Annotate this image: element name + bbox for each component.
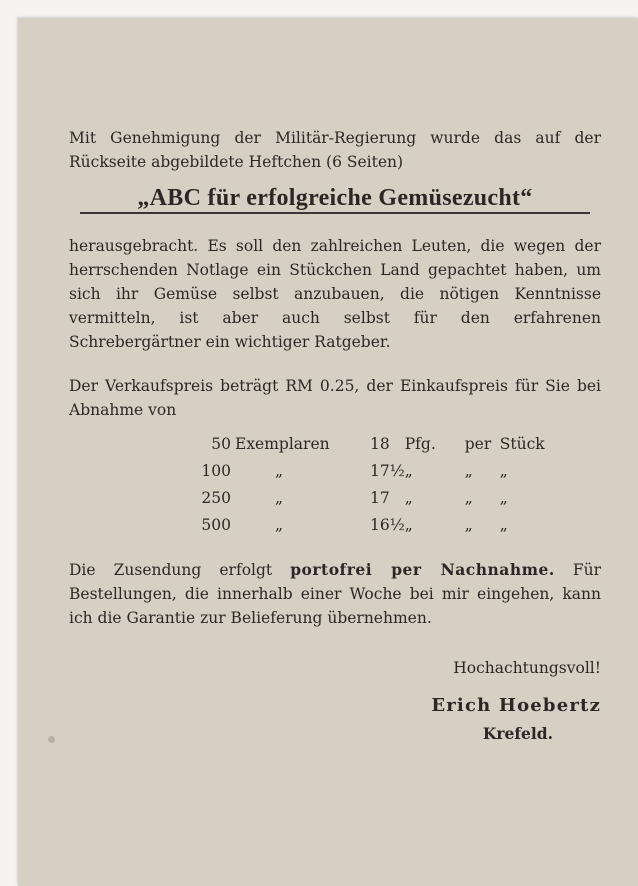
postcard-sheet bbox=[18, 18, 638, 886]
delivery-paragraph bbox=[69, 558, 601, 630]
item: Stück bbox=[499, 434, 545, 453]
sender-name: Erich Hoebertz bbox=[431, 695, 601, 716]
table-row bbox=[191, 457, 545, 484]
quantity: 100 bbox=[201, 461, 231, 480]
price-paragraph: Der Verkaufspreis beträgt RM 0.25, der Einkaufspreis für Sie bei Abnahme von bbox=[69, 377, 601, 419]
letter-content bbox=[69, 126, 601, 746]
per: „ bbox=[464, 488, 473, 507]
sender-city: Krefeld. bbox=[482, 724, 553, 743]
item: „ bbox=[499, 515, 508, 534]
currency: „ bbox=[404, 488, 413, 507]
unit: Exemplaren bbox=[235, 434, 330, 453]
table-row bbox=[191, 484, 545, 511]
currency: „ bbox=[404, 515, 413, 534]
item: „ bbox=[499, 488, 508, 507]
quantity: 50 bbox=[211, 434, 231, 453]
quantity: 250 bbox=[201, 488, 231, 507]
currency: „ bbox=[404, 461, 413, 480]
signature-block bbox=[69, 656, 601, 746]
price: 17½ bbox=[370, 461, 405, 480]
table-row bbox=[191, 430, 545, 457]
unit: „ bbox=[275, 515, 284, 534]
price: 17 bbox=[370, 488, 390, 507]
per: „ bbox=[464, 515, 473, 534]
unit: „ bbox=[275, 488, 284, 507]
currency: Pfg. bbox=[404, 434, 436, 453]
closing-greeting: Hochachtungsvoll! bbox=[453, 659, 601, 677]
quantity: 500 bbox=[201, 515, 231, 534]
intro-text: Mit Genehmigung der Militär-Regierung wurde das auf der Rückseite abgebildete Heftchen (6 Seiten) bbox=[69, 129, 601, 171]
per: per bbox=[464, 434, 492, 453]
price: 16½ bbox=[370, 515, 405, 534]
per: „ bbox=[464, 461, 473, 480]
delivery-text-end: Für Bestellungen, die innerhalb einer Woche bei mir eingehen, kann ich die Garantie zur Belieferung übernehmen. bbox=[69, 561, 601, 627]
booklet-title: „ABC für erfolgreiche Gemüsezucht“ bbox=[80, 186, 590, 214]
table-row bbox=[191, 511, 545, 538]
item: „ bbox=[499, 461, 508, 480]
unit: „ bbox=[275, 461, 284, 480]
delivery-text-start: Die Zusendung erfolgt bbox=[69, 561, 291, 579]
paper-mark bbox=[48, 736, 55, 743]
price: 18 bbox=[370, 434, 390, 453]
price-table bbox=[191, 430, 545, 538]
description-paragraph: herausgebracht. Es soll den zahlreichen Leuten, die wegen der herrschenden Notlage ein Stückchen Land gepachtet haben, um sich ihr Gemüse selbst anzubauen, die nötigen Kenntnisse vermitteln, ist aber auch selbst für den erfahrenen Schrebergärtner ein wichtiger Ratgeber. bbox=[69, 237, 601, 351]
delivery-terms: portofrei per Nachnahme. bbox=[290, 560, 555, 579]
